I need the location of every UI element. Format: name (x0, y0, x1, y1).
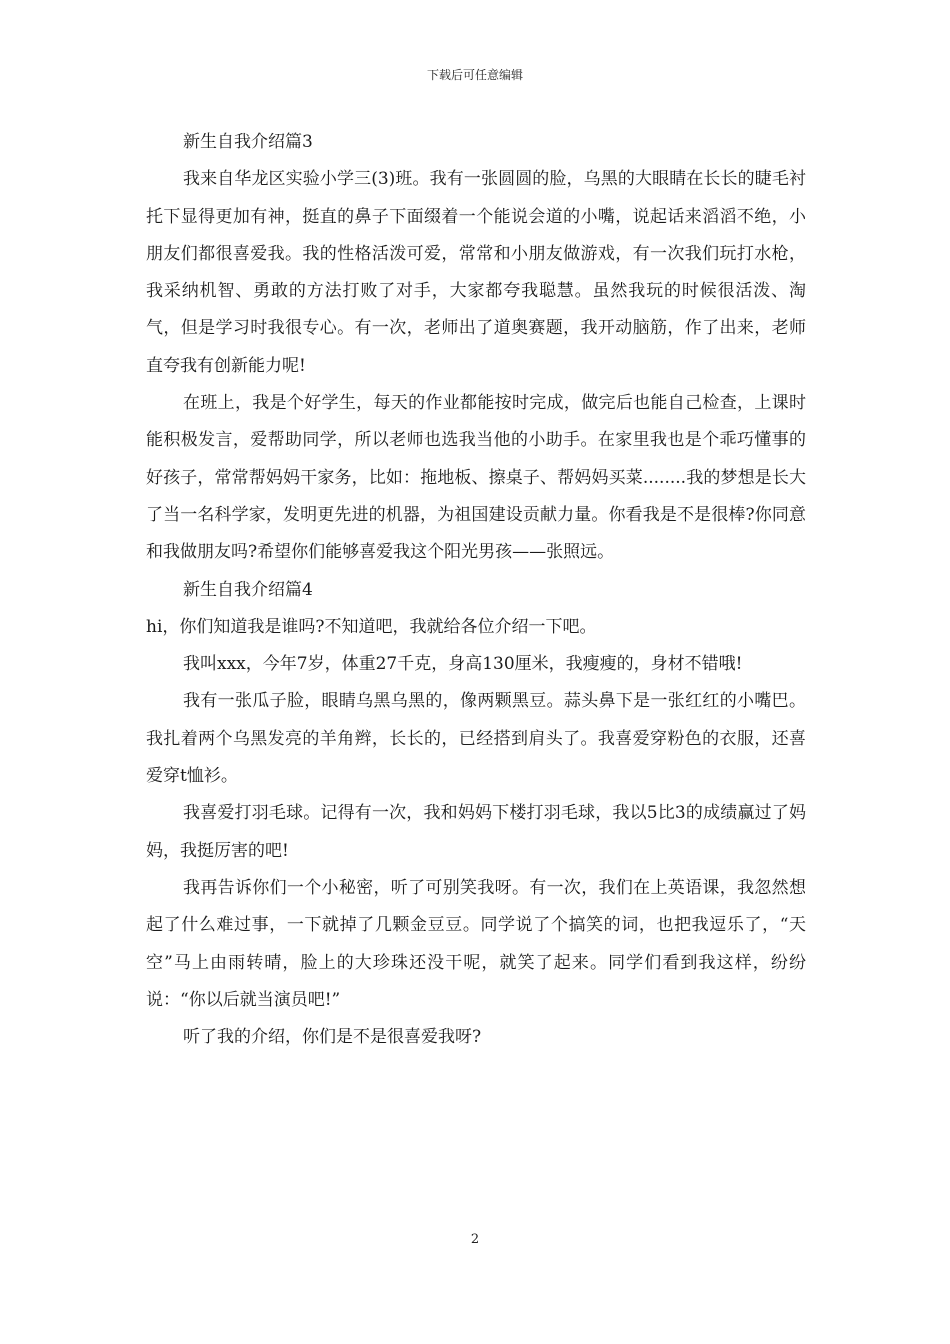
document-body (146, 124, 806, 1056)
paragraph: 我喜爱打羽毛球。记得有一次，我和妈妈下楼打羽毛球，我以5比3的成绩赢过了妈妈，我挺厉害的吧! (146, 803, 806, 861)
paragraph: 我再告诉你们一个小秘密，听了可别笑我呀。有一次，我们在上英语课，我忽然想起了什么难过事，一下就掉了几颗金豆豆。同学说了个搞笑的词，也把我逗乐了，“天空”马上由雨转晴，脸上的大珍珠还没干呢，就笑了起来。同学们看到我这样，纷纷说：“你以后就当演员吧!” (146, 877, 806, 1010)
page-header: 下载后可任意编辑 (426, 68, 523, 82)
paragraph: 我有一张瓜子脸，眼睛乌黑乌黑的，像两颗黑豆。蒜头鼻下是一张红红的小嘴巴。我扎着两个乌黑发亮的羊角辫，长长的，已经搭到肩头了。我喜爱穿粉色的衣服，还喜爱穿t恤衫。 (146, 691, 806, 787)
section-heading-4: 新生自我介绍篇4 (183, 579, 313, 600)
paragraph: 我叫xxx，今年7岁，体重27千克，身高130厘米，我瘦瘦的，身材不错哦! (183, 654, 743, 675)
page-number: 2 (470, 1232, 480, 1247)
section-heading-3: 新生自我介绍篇3 (183, 132, 313, 152)
paragraph: 我来自华龙区实验小学三(3)班。我有一张圆圆的脸，乌黑的大眼睛在长长的睫毛衬托下显得更加有神，挺直的鼻子下面缀着一个能说会道的小嘴，说起话来滔滔不绝，小朋友们都很喜爱我。我的性格活泼可爱，常常和小朋友做游戏，有一次我们玩打水枪，我采纳机智、勇敢的方法打败了对手，大家都夸我聪慧。虽然我玩的时候很活泼、淘气，但是学习时我很专心。有一次，老师出了道奥赛题，我开动脑筋，作了出来，老师直夸我有创新能力呢! (146, 169, 806, 376)
paragraph: 在班上，我是个好学生，每天的作业都能按时完成，做完后也能自己检查，上课时能积极发言，爱帮助同学，所以老师也选我当他的小助手。在家里我也是个乖巧懂事的好孩子，常常帮妈妈干家务，比如：拖地板、擦桌子、帮妈妈买菜........我的梦想是长大了当一名科学家，发明更先进的机器，为祖国建设贡献力量。你看我是不是很棒?你同意和我做朋友吗?希望你们能够喜爱我这个阳光男孩——张照远。 (146, 393, 806, 563)
paragraph: 听了我的介绍，你们是不是很喜爱我呀? (183, 1027, 482, 1048)
paragraph: hi，你们知道我是谁吗?不知道吧，我就给各位介绍一下吧。 (146, 616, 597, 637)
